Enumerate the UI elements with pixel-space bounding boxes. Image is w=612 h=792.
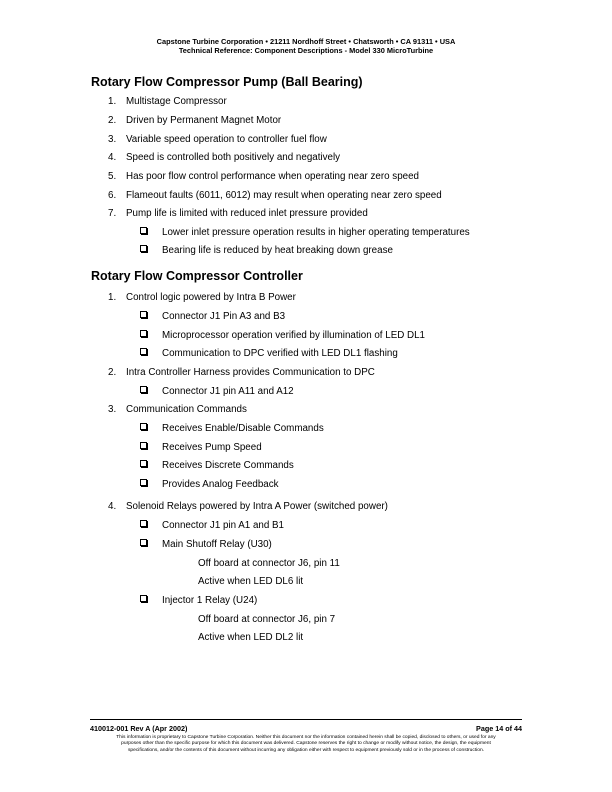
bullet-text: Connector J1 pin A11 and A12 xyxy=(162,386,294,397)
checkbox-bullet-icon xyxy=(140,386,152,398)
footer-divider xyxy=(90,719,522,720)
bullet-text: Connector J1 pin A1 and B1 xyxy=(162,520,285,531)
item-number: 2. xyxy=(108,367,117,378)
checkbox-bullet-icon xyxy=(140,423,152,435)
item-number: 2. xyxy=(108,115,117,126)
disclaimer-line: specifications, and/or the contents of this document without incurring any obligation either with respect to equipment previously sold or in the process of construction. xyxy=(127,747,485,753)
checkbox-bullet-icon xyxy=(140,595,152,607)
footer-disclaimer xyxy=(88,735,524,754)
sub-item-text: Off board at connector J6, pin 11 xyxy=(198,558,340,569)
item-text: Communication Commands xyxy=(126,404,247,415)
checkbox-bullet-icon xyxy=(140,442,152,454)
disclaimer-line: This information is proprietary to Capstone Turbine Corporation. Neither this document nor the information contained herein shall be copied, disclosed to others, or used for any xyxy=(116,735,496,740)
bullet-text: Lower inlet pressure operation results in higher operating temperatures xyxy=(162,227,470,238)
checkbox-bullet-icon xyxy=(140,311,152,323)
page-number: Page 14 of 44 xyxy=(476,724,522,733)
checkbox-bullet-icon xyxy=(140,227,152,239)
bullet-text: Communication to DPC verified with LED DL1 flashing xyxy=(162,348,398,359)
item-text: Control logic powered by Intra B Power xyxy=(126,292,296,303)
bullet-text: Receives Enable/Disable Commands xyxy=(162,423,324,434)
bullet-text: Microprocessor operation verified by illumination of LED DL1 xyxy=(162,330,426,341)
item-text: Multistage Compressor xyxy=(126,96,227,107)
sub-item-text: Off board at connector J6, pin 7 xyxy=(198,614,336,625)
item-text: Flameout faults (6011, 6012) may result when operating near zero speed xyxy=(126,190,442,201)
sub-item-text: Active when LED DL6 lit xyxy=(198,576,304,587)
header-line-2: Technical Reference: Component Descriptions - Model 330 MicroTurbine xyxy=(178,46,434,55)
item-text: Has poor flow control performance when operating near zero speed xyxy=(126,171,419,182)
section-title-controller: Rotary Flow Compressor Controller xyxy=(91,269,303,283)
item-number: 1. xyxy=(108,96,117,107)
checkbox-bullet-icon xyxy=(140,479,152,491)
bullet-text: Provides Analog Feedback xyxy=(162,479,279,490)
item-text: Intra Controller Harness provides Communication to DPC xyxy=(126,367,375,378)
item-text: Driven by Permanent Magnet Motor xyxy=(126,115,282,126)
item-number: 3. xyxy=(108,134,117,145)
bullet-text: Receives Discrete Commands xyxy=(162,460,294,471)
disclaimer-line: purposes other than the specific purpose for which this document was delivered. Capstone reserves the right to change or modify without notice, the design, the equipment xyxy=(121,741,491,747)
bullet-text: Main Shutoff Relay (U30) xyxy=(162,539,272,550)
document-id: 410012-001 Rev A (Apr 2002) xyxy=(90,724,188,733)
item-number: 4. xyxy=(108,152,117,163)
bullet-text: Receives Pump Speed xyxy=(162,442,262,453)
checkbox-bullet-icon xyxy=(140,460,152,472)
item-number: 7. xyxy=(108,208,117,219)
bullet-text: Bearing life is reduced by heat breaking down grease xyxy=(162,245,393,256)
item-text: Solenoid Relays powered by Intra A Power (switched power) xyxy=(126,501,388,512)
checkbox-bullet-icon xyxy=(140,520,152,532)
bullet-text: Injector 1 Relay (U24) xyxy=(162,595,258,606)
item-number: 6. xyxy=(108,190,117,201)
item-number: 4. xyxy=(108,501,117,512)
item-text: Speed is controlled both positively and negatively xyxy=(126,152,341,163)
item-number: 5. xyxy=(108,171,117,182)
item-number: 1. xyxy=(108,292,117,303)
checkbox-bullet-icon xyxy=(140,330,152,342)
checkbox-bullet-icon xyxy=(140,348,152,360)
section-title-pump: Rotary Flow Compressor Pump (Ball Bearing) xyxy=(91,75,363,89)
checkbox-bullet-icon xyxy=(140,245,152,257)
checkbox-bullet-icon xyxy=(140,539,152,551)
sub-item-text: Active when LED DL2 lit xyxy=(198,632,304,643)
item-text: Variable speed operation to controller fuel flow xyxy=(126,134,327,145)
bullet-text: Connector J1 Pin A3 and B3 xyxy=(162,311,286,322)
item-text: Pump life is limited with reduced inlet pressure provided xyxy=(126,208,368,219)
header-line-1: Capstone Turbine Corporation • 21211 Nordhoff Street • Chatsworth • CA 91311 • USA xyxy=(156,37,456,46)
item-number: 3. xyxy=(108,404,117,415)
